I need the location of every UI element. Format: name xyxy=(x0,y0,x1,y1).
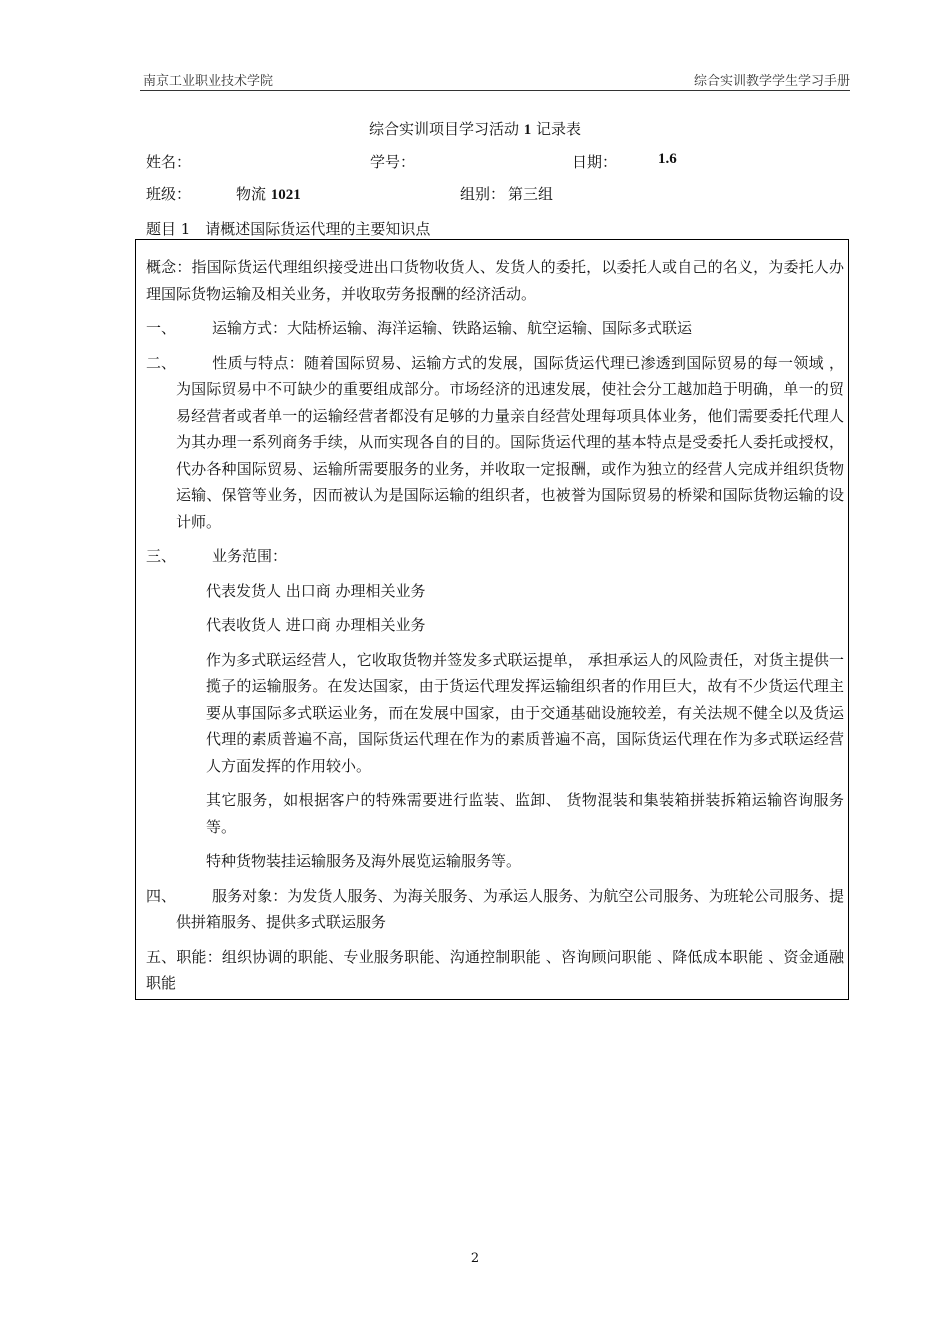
title-prefix: 综合实训项目学习活动 xyxy=(368,120,519,138)
section-4-number: 四、 xyxy=(146,886,177,905)
header-divider xyxy=(140,90,850,91)
page-number: 2 xyxy=(470,1251,480,1266)
section-2-text: 性质与特点：随着国际贸易、运输方式的发展，国际货运代理已渗透到国际贸易的每一领域 ，为国际贸易中不可缺少的重要组成部分。市场经济的迅速发展，使社会分工越加趋于明确，单一的贸易经营者或者单一的运输经营者都没有足够的力量亲自经营处理每项具体业务，他们需要委托代理人为其办理一系列商务手续，从而实现各自的目的。国际货运代理的基本特点是受委托人委托或授权，代办各种国际贸易、运输所需要服务的业务，并收取一定报酬，或作为独立的经营人完成并组织货物运输、保管等业务，因而被认为是国际运输的组织者，也被誉为国际贸易的桥梁和国际货物运输的设计师。 xyxy=(176,353,844,531)
answer-content xyxy=(146,254,844,1005)
section-1-text: 运输方式：大陆桥运输、海洋运输、铁路运输、航空运输、国际多式联运 xyxy=(212,319,693,337)
section-2 xyxy=(146,350,844,536)
section-4 xyxy=(146,883,844,936)
page-title xyxy=(0,118,950,139)
list-item: 作为多式联运经营人，它收取货物并签发多式联运提单， 承担承运人的风险责任，对货主提供一揽子的运输服务。在发达国家，由于货运代理发挥运输组织者的作用巨大，故有不少货运代理主要从事国际多式联运业务，而在发展中国家，由于交通基础设施较差，有关法规不健全以及货运代理的素质普遍不高，国际货运代理在作为的素质普遍不高，国际货运代理在作为多式联运经营人方面发挥的作用较小。 xyxy=(206,650,844,775)
name-label: 姓名： xyxy=(146,153,192,171)
page-header xyxy=(143,70,850,90)
header-school-name: 南京工业职业技术学院 xyxy=(143,74,274,89)
section-3 xyxy=(146,543,844,570)
section-5: 五、职能：组织协调的职能、专业服务职能、沟通控制职能 、咨询顾问职能 、降低成本职能 、资金通融职能 xyxy=(146,947,844,992)
list-item: 代表发货人 出口商 办理相关业务 xyxy=(206,581,426,600)
group-value: 第三组 xyxy=(508,185,554,203)
list-item: 代表收货人 进口商 办理相关业务 xyxy=(206,616,426,634)
student-id-label: 学号： xyxy=(370,153,416,171)
list-item: 其它服务，如根据客户的特殊需要进行监装、监卸、 货物混装和集装箱拼装拆箱运输咨询服务等。 xyxy=(206,791,844,836)
section-1-number: 一、 xyxy=(146,319,177,337)
section-3-text: 业务范围： xyxy=(212,547,288,565)
section-4-text: 服务对象：为发货人服务、为海关服务、为承运人服务、为航空公司服务、为班轮公司服务、提供拼箱服务、提供多式联运服务 xyxy=(176,886,844,931)
group-label: 组别： xyxy=(460,185,506,203)
class-value xyxy=(236,183,301,204)
class-label: 班级： xyxy=(146,185,192,203)
class-value-number: 1021 xyxy=(270,187,301,203)
section-1 xyxy=(146,315,844,342)
date-value: 1.6 xyxy=(658,151,677,167)
title-suffix: 记录表 xyxy=(536,120,582,138)
date-label: 日期： xyxy=(572,153,618,171)
title-number: 1 xyxy=(523,122,532,138)
header-manual-title: 综合实训教学学生学习手册 xyxy=(693,74,850,89)
concept-paragraph: 概念：指国际货运代理组织接受进出口货物收货人、发货人的委托，以委托人或自己的名义，为委托人办理国际货物运输及相关业务，并收取劳务报酬的经济活动。 xyxy=(146,258,844,303)
list-item: 特种货物装挂运输服务及海外展览运输服务等。 xyxy=(206,852,522,870)
section-3-number: 三、 xyxy=(146,547,177,565)
class-value-prefix: 物流 xyxy=(236,185,267,203)
section-2-number: 二、 xyxy=(146,353,177,372)
question-title: 题目 1 请概述国际货运代理的主要知识点 xyxy=(146,220,431,238)
